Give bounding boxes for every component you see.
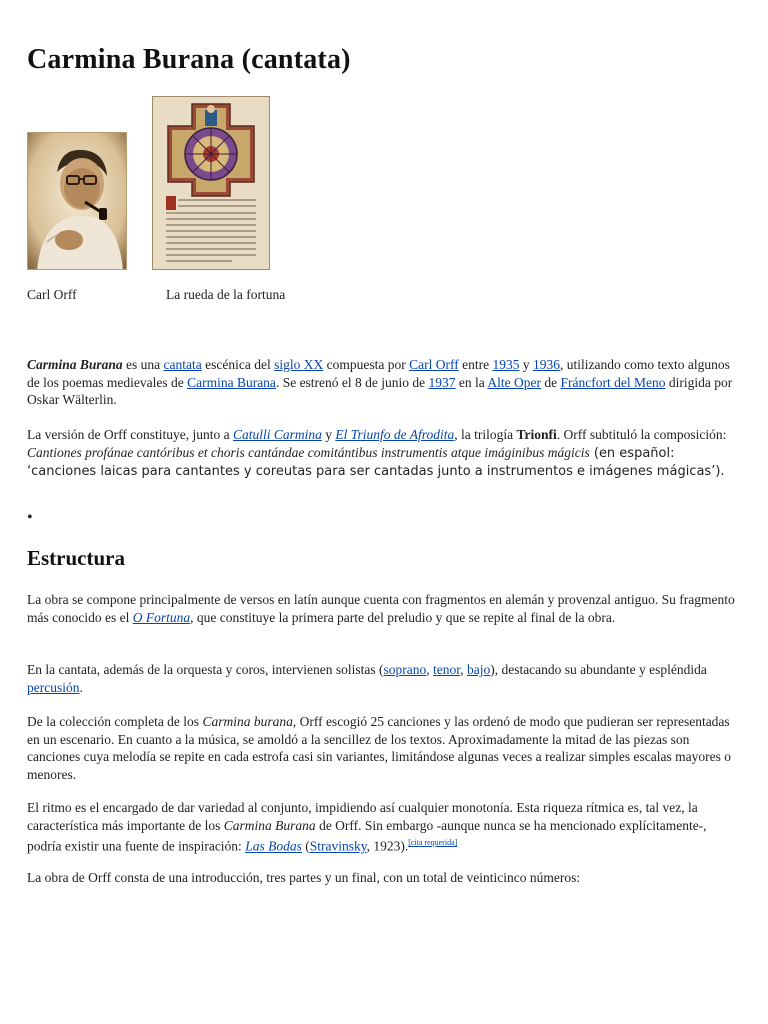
text: dirigida por Oskar Wälterlin. [27, 374, 733, 407]
text: , utilizando como texto algunos de los poemas medievales de [27, 357, 730, 390]
text: ), destacando su abundante y espléndida [490, 662, 707, 677]
link-o-fortuna[interactable]: O Fortuna [132, 609, 191, 625]
text: y [321, 427, 336, 442]
link-soprano[interactable]: soprano [383, 662, 427, 677]
text: De la colección completa de los [27, 714, 203, 729]
page-title: Carmina Burana (cantata) [27, 44, 351, 75]
text: , 1923). [366, 838, 409, 854]
title-bold: Carmina Burana [27, 357, 123, 372]
link-percusion[interactable]: percusión [27, 679, 80, 695]
text: escénica del [201, 357, 275, 372]
link-1937[interactable]: 1937 [428, 374, 456, 390]
text: , [426, 662, 433, 677]
text: , Orff escogió 25 canciones y las ordenó de modo que pudieran ser representadas en un escenario. En cuanto a la música, se amoldó a la sencillez de los textos. Aproximadamente la mitad de las piezas son canciones cuya melodía se repite en cada estrofa casi sin variantes, limitándose algunas veces a realizar simples escalas mayores o menores. [27, 714, 731, 782]
text: , que constituye la primera parte del preludio y que se repite al final de la obra. [190, 609, 616, 625]
latin-subtitle: Cantiones profánae cantóribus et choris cantándae comitántibus instrumentis atque imáginibus mágicis [27, 444, 590, 460]
link-alte-oper[interactable]: Alte Oper [487, 374, 542, 390]
link-bajo[interactable]: bajo [466, 662, 491, 677]
link-triunfo-afrodita[interactable]: El Triunfo de Afrodita [335, 427, 455, 442]
text: . Se estrenó el 8 de junio de [275, 374, 429, 390]
bullet: • [27, 509, 33, 526]
carl-orff-caption: Carl Orff [27, 287, 77, 302]
link-tenor[interactable]: tenor [433, 662, 461, 677]
manuscript-image [152, 96, 270, 270]
link-siglo-xx[interactable]: siglo XX [274, 357, 324, 372]
estructura-paragraph-3 [27, 713, 735, 783]
link-1936[interactable]: 1936 [532, 357, 560, 372]
rueda-de-la-fortuna-image[interactable] [152, 96, 270, 270]
spanish-translation: (en español: ‘canciones laicas para cantantes y coreutas para ser cantadas junto a instrumentos e imágenes mágicas’). [27, 445, 725, 479]
trionfi-bold: Trionfi [516, 427, 557, 442]
link-carmina-burana[interactable]: Carmina Burana [187, 374, 276, 390]
estructura-paragraph-1 [27, 591, 735, 626]
text: y [519, 357, 533, 372]
link-carl-orff[interactable]: Carl Orff [409, 357, 459, 372]
text: entre [458, 357, 493, 372]
text: La versión de Orff constituye, junto a [27, 427, 233, 442]
text: . [79, 679, 83, 695]
text: El ritmo es el encargado de dar variedad al conjunto, impidiendo así cualquier monotonía. Esta riqueza rítmica es, tal vez, la característica más importante de los [27, 800, 698, 833]
italic-title: Carmina Burana [223, 817, 316, 833]
rueda-caption: La rueda de la fortuna [166, 287, 286, 302]
link-cantata[interactable]: cantata [163, 357, 202, 372]
cita-requerida-link[interactable]: [cita requerida] [408, 838, 458, 847]
text: ( [301, 838, 310, 854]
text: La obra se compone principalmente de versos en latín aunque cuenta con fragmentos en alemán y provenzal antiguo. Su fragmento más conocido es el [27, 592, 735, 625]
intro-paragraph-1 [27, 356, 735, 409]
italic-title: Carmina burana [202, 714, 293, 729]
text: compuesta por [323, 357, 410, 372]
text: en la [455, 374, 488, 390]
estructura-paragraph-4 [27, 799, 735, 855]
link-francfort[interactable]: Fráncfort del Meno [560, 374, 666, 390]
text: es una [122, 357, 164, 372]
carl-orff-photo[interactable] [27, 132, 127, 270]
text: . Orff subtituló la composición: [556, 427, 727, 442]
estructura-paragraph-5: La obra de Orff consta de una introducción, tres partes y un final, con un total de veinticinco números: [27, 870, 581, 885]
text: En la cantata, además de la orquesta y coros, intervienen solistas ( [27, 662, 384, 677]
link-stravinsky[interactable]: Stravinsky [309, 838, 367, 854]
link-las-bodas[interactable]: Las Bodas [245, 838, 302, 854]
intro-paragraph-2 [27, 426, 735, 481]
estructura-paragraph-2 [27, 661, 735, 696]
link-catulli-carmina[interactable]: Catulli Carmina [232, 427, 322, 442]
section-heading-estructura: Estructura [27, 546, 125, 570]
text: , la trilogía [454, 427, 517, 442]
text: de Orff. Sin embargo -aunque nunca se ha mencionado explícitamente-, podría existir una fuente de inspiración: [27, 817, 707, 854]
text: , [460, 662, 467, 677]
link-1935[interactable]: 1935 [492, 357, 520, 372]
text: de [541, 374, 561, 390]
carl-orff-portrait-image [27, 132, 127, 270]
